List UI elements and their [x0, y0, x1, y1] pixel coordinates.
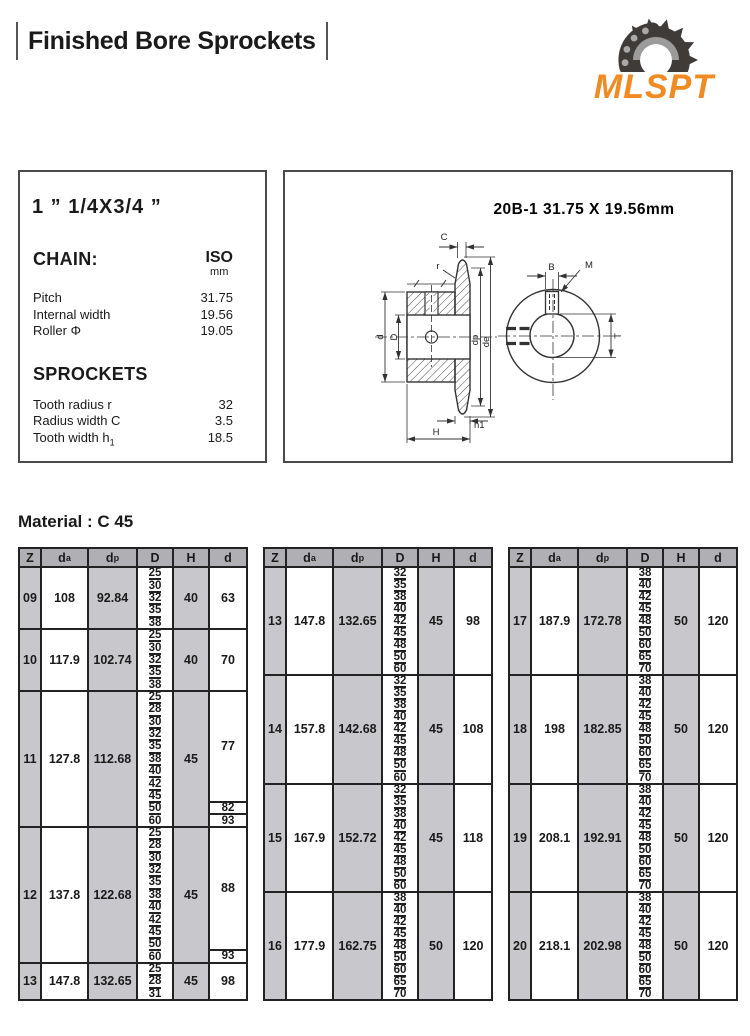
bore-option: 42	[638, 915, 652, 928]
hub-dia-cell	[455, 676, 491, 782]
hub-dia-main: 120	[707, 722, 729, 737]
bore-option: 70	[638, 879, 652, 892]
dim-label-dp: dp	[470, 334, 481, 346]
column-header-da: d a	[287, 549, 334, 566]
table-row	[265, 891, 491, 999]
column-header-h: H	[174, 549, 210, 566]
hub-dia-main: 120	[707, 830, 729, 845]
bore-option: 50	[393, 951, 407, 964]
column-header-h: H	[664, 549, 700, 566]
bore-option: 32	[148, 728, 162, 741]
table-row	[510, 674, 736, 782]
hub-dia-main: 120	[462, 938, 484, 953]
hub-dia-cell	[210, 964, 246, 999]
column-header-d: d	[714, 550, 722, 565]
sprocket-table-3	[508, 547, 738, 1001]
bore-option: 50	[393, 759, 407, 772]
brand-logo	[586, 8, 726, 109]
bore-option: 38	[393, 591, 407, 604]
h-cell: 50	[664, 785, 700, 891]
table-row	[265, 783, 491, 891]
dp-cell: 202.98	[579, 893, 628, 999]
chain-heading: CHAIN:	[33, 249, 98, 269]
da-cell: 108	[42, 568, 89, 628]
table-row	[20, 690, 246, 826]
h-cell: 45	[419, 676, 455, 782]
bore-option: 60	[638, 639, 652, 652]
table-header-row	[265, 549, 491, 568]
bore-options-cell	[628, 676, 664, 782]
spec-value: 19.05	[200, 323, 233, 338]
bore-option: 30	[148, 579, 162, 592]
table-header-row	[20, 549, 246, 568]
sprocket-table-2	[263, 547, 493, 1001]
table-row	[20, 826, 246, 962]
bore-option: 65	[638, 975, 652, 988]
bore-option: 38	[638, 891, 652, 904]
table-row	[20, 962, 246, 999]
bore-option: 70	[638, 771, 652, 784]
dim-label-M: M	[585, 260, 593, 271]
bore-option: 50	[393, 867, 407, 880]
bore-option: 35	[393, 579, 407, 592]
bore-option: 30	[148, 715, 162, 728]
bore-option: 31	[148, 987, 162, 1000]
hub-dia-cell	[210, 630, 246, 690]
bore-option: 50	[638, 735, 652, 748]
hub-dia-extra: 93	[210, 949, 246, 962]
column-header-da: d a	[42, 549, 89, 566]
bore-options-cell	[138, 692, 174, 826]
z-cell: 20	[510, 893, 532, 999]
h-cell: 50	[419, 893, 455, 999]
z-cell: 18	[510, 676, 532, 782]
hub-dia-main: 70	[221, 652, 235, 667]
z-cell: 14	[265, 676, 287, 782]
z-cell: 09	[20, 568, 42, 628]
dim-label-c: C	[440, 232, 448, 243]
column-header-dp: d p	[89, 549, 138, 566]
bore-option: 38	[148, 678, 162, 691]
bore-options-cell	[383, 893, 419, 999]
bore-option: 32	[393, 783, 407, 796]
bore-option: 50	[638, 951, 652, 964]
bore-options-cell	[383, 568, 419, 674]
spec-row	[33, 397, 233, 414]
bore-option: 40	[148, 765, 162, 778]
dim-label-h1: h1	[474, 420, 485, 431]
table-row	[265, 568, 491, 674]
h-cell: 45	[419, 568, 455, 674]
spec-label: Tooth width $h_1$	[33, 429, 115, 448]
bore-option: 38	[393, 807, 407, 820]
dim-label-r: r	[436, 261, 440, 272]
hub-dia-cell	[455, 785, 491, 891]
dp-cell: 182.85	[579, 676, 628, 782]
spec-label: Radius width C	[33, 413, 121, 428]
bore-option: 42	[148, 777, 162, 790]
bore-option: 48	[638, 939, 652, 952]
h-cell: 45	[174, 964, 210, 999]
column-header-d: D	[628, 549, 664, 566]
bore-options-cell	[138, 964, 174, 999]
bore-option: 45	[638, 819, 652, 832]
bore-option: 48	[638, 831, 652, 844]
bore-option: 25	[148, 629, 162, 642]
z-cell: 13	[265, 568, 287, 674]
column-header-d: d	[224, 550, 232, 565]
bore-option: 38	[638, 783, 652, 796]
dp-cell: 192.91	[579, 785, 628, 891]
bore-option: 45	[638, 927, 652, 940]
bore-option: 42	[393, 831, 407, 844]
column-header-dp: d p	[334, 549, 383, 566]
column-header-z: Z	[510, 549, 532, 566]
bore-option: 35	[148, 604, 162, 617]
dp-cell: 132.65	[89, 964, 138, 999]
bore-option: 60	[638, 747, 652, 760]
bore-option: 45	[393, 627, 407, 640]
column-header-z: Z	[265, 549, 287, 566]
bore-option: 60	[148, 950, 162, 963]
bore-option: 60	[638, 963, 652, 976]
bore-option: 50	[148, 802, 162, 815]
bore-option: 32	[393, 675, 407, 688]
dp-cell: 152.72	[334, 785, 383, 891]
h-cell: 40	[174, 630, 210, 690]
hub-dia-main: 98	[221, 974, 235, 989]
bore-option: 70	[638, 988, 652, 1000]
bore-option: 65	[638, 867, 652, 880]
bore-option: 60	[393, 771, 407, 784]
z-cell: 15	[265, 785, 287, 891]
sprocket-spec-rows	[33, 397, 233, 451]
hub-dia-main: 118	[462, 830, 484, 845]
h-cell: 40	[174, 568, 210, 628]
hub-dia-main: 120	[707, 938, 729, 953]
spec-value: 31.75	[200, 290, 233, 305]
dp-cell: 172.78	[579, 568, 628, 674]
h-cell: 50	[664, 676, 700, 782]
da-cell: 127.8	[42, 692, 89, 826]
spec-row	[33, 323, 233, 340]
z-cell: 13	[20, 964, 42, 999]
bore-options-cell	[383, 785, 419, 891]
z-cell: 10	[20, 630, 42, 690]
dim-label-d: d	[375, 334, 386, 340]
table-body	[265, 568, 491, 999]
bore-option: 38	[148, 616, 162, 629]
bore-option: 42	[638, 699, 652, 712]
page-header	[16, 22, 328, 60]
table-row	[510, 891, 736, 999]
bore-option: 60	[393, 879, 407, 892]
h-cell: 50	[664, 893, 700, 999]
spec-label: Internal width	[33, 306, 111, 322]
hub-dia-cell	[455, 893, 491, 999]
h-cell: 45	[419, 785, 455, 891]
bore-option: 25	[148, 962, 162, 975]
bore-option: 25	[148, 567, 162, 580]
dim-label-T: T	[613, 333, 624, 339]
bore-option: 50	[638, 627, 652, 640]
table-row	[20, 628, 246, 690]
hub-dia-cell	[210, 568, 246, 628]
table-body	[510, 568, 736, 999]
dim-label-de: de	[481, 336, 492, 348]
da-cell: 177.9	[287, 893, 334, 999]
bore-option: 40	[393, 603, 407, 616]
hub-dia-extra: 82	[210, 801, 246, 814]
unit-sub: mm	[210, 266, 229, 278]
dp-cell: 142.68	[334, 676, 383, 782]
bore-option: 38	[393, 891, 407, 904]
spec-value: 19.56	[200, 306, 233, 322]
bore-option: 25	[148, 826, 162, 839]
bore-option: 42	[638, 807, 652, 820]
da-cell: 157.8	[287, 676, 334, 782]
bore-options-cell	[383, 676, 419, 782]
da-cell: 147.8	[287, 568, 334, 674]
front-view	[498, 270, 616, 400]
bore-option: 45	[148, 789, 162, 802]
hub-dia-main: 98	[466, 614, 480, 629]
bore-option: 60	[148, 814, 162, 827]
da-cell: 167.9	[287, 785, 334, 891]
bore-option: 48	[393, 855, 407, 868]
hub-dia-cell	[210, 828, 246, 962]
bore-option: 38	[638, 675, 652, 688]
bore-option: 65	[393, 975, 407, 988]
bore-option: 42	[393, 915, 407, 928]
sprockets-heading: SPROCKETS	[33, 363, 148, 384]
spec-row	[33, 430, 233, 451]
spec-row	[33, 413, 233, 430]
dp-cell: 112.68	[89, 692, 138, 826]
technical-drawing-box	[283, 170, 733, 463]
dp-cell: 102.74	[89, 630, 138, 690]
unit-heading: ISO	[205, 249, 233, 266]
column-header-dp: d p	[579, 549, 628, 566]
spec-row	[33, 290, 233, 307]
bore-option: 30	[148, 641, 162, 654]
bore-option: 42	[148, 913, 162, 926]
table-row	[510, 568, 736, 674]
bore-option: 50	[638, 843, 652, 856]
column-header-d: d	[469, 550, 477, 565]
da-cell: 187.9	[532, 568, 579, 674]
sprocket-drawing	[285, 172, 731, 461]
hub-dia-main: 88	[221, 881, 235, 896]
hub-dia-extra: 93	[210, 813, 246, 826]
chain-spec-rows	[33, 290, 233, 340]
bore-option: 45	[393, 927, 407, 940]
bore-option: 40	[393, 819, 407, 832]
hub-dia-cell	[700, 568, 736, 674]
bore-option: 35	[148, 740, 162, 753]
z-cell: 17	[510, 568, 532, 674]
da-cell: 137.8	[42, 828, 89, 962]
bore-option: 28	[148, 839, 162, 852]
dim-label-D: D	[389, 333, 400, 341]
dim-label-H: H	[432, 427, 440, 438]
bore-option: 70	[638, 663, 652, 676]
bore-option: 28	[148, 975, 162, 988]
hub-dia-cell	[700, 893, 736, 999]
table-row	[265, 674, 491, 782]
bore-option: 48	[393, 747, 407, 760]
bore-option: 35	[393, 687, 407, 700]
da-cell: 117.9	[42, 630, 89, 690]
unit-block	[205, 249, 233, 278]
bore-option: 38	[148, 752, 162, 765]
hub-dia-cell	[700, 676, 736, 782]
column-header-da: d a	[532, 549, 579, 566]
spec-box	[18, 170, 267, 463]
table-header-row	[510, 549, 736, 568]
material-label: Material : C 45	[18, 512, 134, 531]
title-bar-right	[326, 22, 328, 60]
h-cell: 50	[664, 568, 700, 674]
bore-option: 32	[393, 567, 407, 579]
spec-label: Tooth radius r	[33, 396, 112, 412]
bore-option: 32	[148, 653, 162, 666]
bore-option: 60	[393, 963, 407, 976]
dp-cell: 132.65	[334, 568, 383, 674]
spec-value: 3.5	[214, 413, 233, 428]
column-header-z: Z	[20, 549, 42, 566]
table-body	[20, 568, 246, 999]
hub-dia-cell	[700, 785, 736, 891]
da-cell: 198	[532, 676, 579, 782]
bore-options-cell	[628, 568, 664, 674]
column-header-d: D	[383, 549, 419, 566]
spec-value: 18.5	[207, 429, 233, 445]
bore-option: 45	[638, 603, 652, 616]
spec-label: Pitch	[33, 290, 62, 305]
bore-option: 40	[638, 795, 652, 808]
bore-option: 50	[393, 651, 407, 664]
bore-option: 70	[393, 988, 407, 1000]
bore-options-cell	[138, 828, 174, 962]
size-title: 1 ” 1/4X3/4 ”	[32, 196, 162, 218]
da-cell: 218.1	[532, 893, 579, 999]
bore-option: 48	[638, 615, 652, 628]
h-cell: 45	[174, 692, 210, 826]
bore-option: 38	[393, 699, 407, 712]
table-row	[510, 783, 736, 891]
bore-option: 60	[393, 663, 407, 676]
hub-dia-main: 120	[707, 614, 729, 629]
bore-options-cell	[138, 630, 174, 690]
bore-option: 35	[393, 795, 407, 808]
bore-option: 42	[393, 723, 407, 736]
bore-option: 38	[148, 888, 162, 901]
column-header-h: H	[419, 549, 455, 566]
hub-dia-main: 77	[221, 739, 235, 754]
bore-option: 45	[638, 711, 652, 724]
z-cell: 11	[20, 692, 42, 826]
sprocket-table-1	[18, 547, 248, 1001]
hub-dia-cell	[455, 568, 491, 674]
z-cell: 16	[265, 893, 287, 999]
page-title: Finished Bore Sprockets	[28, 26, 316, 55]
bore-option: 65	[638, 651, 652, 664]
z-cell: 19	[510, 785, 532, 891]
da-cell: 208.1	[532, 785, 579, 891]
hub-dia-main: 108	[462, 722, 484, 737]
bore-option: 48	[393, 639, 407, 652]
hub-dia-cell	[210, 692, 246, 826]
dim-label-B: B	[548, 262, 555, 273]
bore-option: 38	[638, 567, 652, 579]
spec-value: 32	[218, 396, 233, 412]
spec-label: Roller Φ	[33, 323, 81, 338]
column-header-d: D	[138, 549, 174, 566]
bore-options-cell	[628, 893, 664, 999]
bore-option: 32	[148, 864, 162, 877]
bore-option: 60	[638, 855, 652, 868]
spec-row	[33, 307, 233, 324]
bore-option: 28	[148, 703, 162, 716]
bore-option: 48	[638, 723, 652, 736]
table-row	[20, 568, 246, 628]
bore-option: 35	[148, 876, 162, 889]
bore-option: 40	[638, 903, 652, 916]
bore-options-cell	[628, 785, 664, 891]
bore-option: 32	[148, 591, 162, 604]
bore-option: 25	[148, 691, 162, 704]
bore-option: 50	[148, 938, 162, 951]
hub-dia-main: 63	[221, 590, 235, 605]
bore-option: 40	[638, 579, 652, 592]
h-cell: 45	[174, 828, 210, 962]
bore-option: 40	[393, 903, 407, 916]
da-cell: 147.8	[42, 964, 89, 999]
drawing-title: 20B-1 31.75 X 19.56mm	[493, 201, 675, 218]
bore-option: 65	[638, 759, 652, 772]
title-bar-left	[16, 22, 18, 60]
dp-cell: 122.68	[89, 828, 138, 962]
bore-options-cell	[138, 568, 174, 628]
chain-heading-row	[33, 249, 233, 278]
bore-option: 35	[148, 666, 162, 679]
dp-cell: 162.75	[334, 893, 383, 999]
bore-option: 45	[148, 925, 162, 938]
bore-option: 45	[393, 735, 407, 748]
bore-option: 40	[638, 687, 652, 700]
bore-option: 42	[393, 615, 407, 628]
bore-option: 48	[393, 939, 407, 952]
logo-text: MLSPT	[593, 68, 715, 104]
bore-option: 40	[393, 711, 407, 724]
bore-option: 40	[148, 901, 162, 914]
dp-cell: 92.84	[89, 568, 138, 628]
bore-option: 45	[393, 843, 407, 856]
bore-option: 42	[638, 591, 652, 604]
bore-option: 30	[148, 851, 162, 864]
z-cell: 12	[20, 828, 42, 962]
